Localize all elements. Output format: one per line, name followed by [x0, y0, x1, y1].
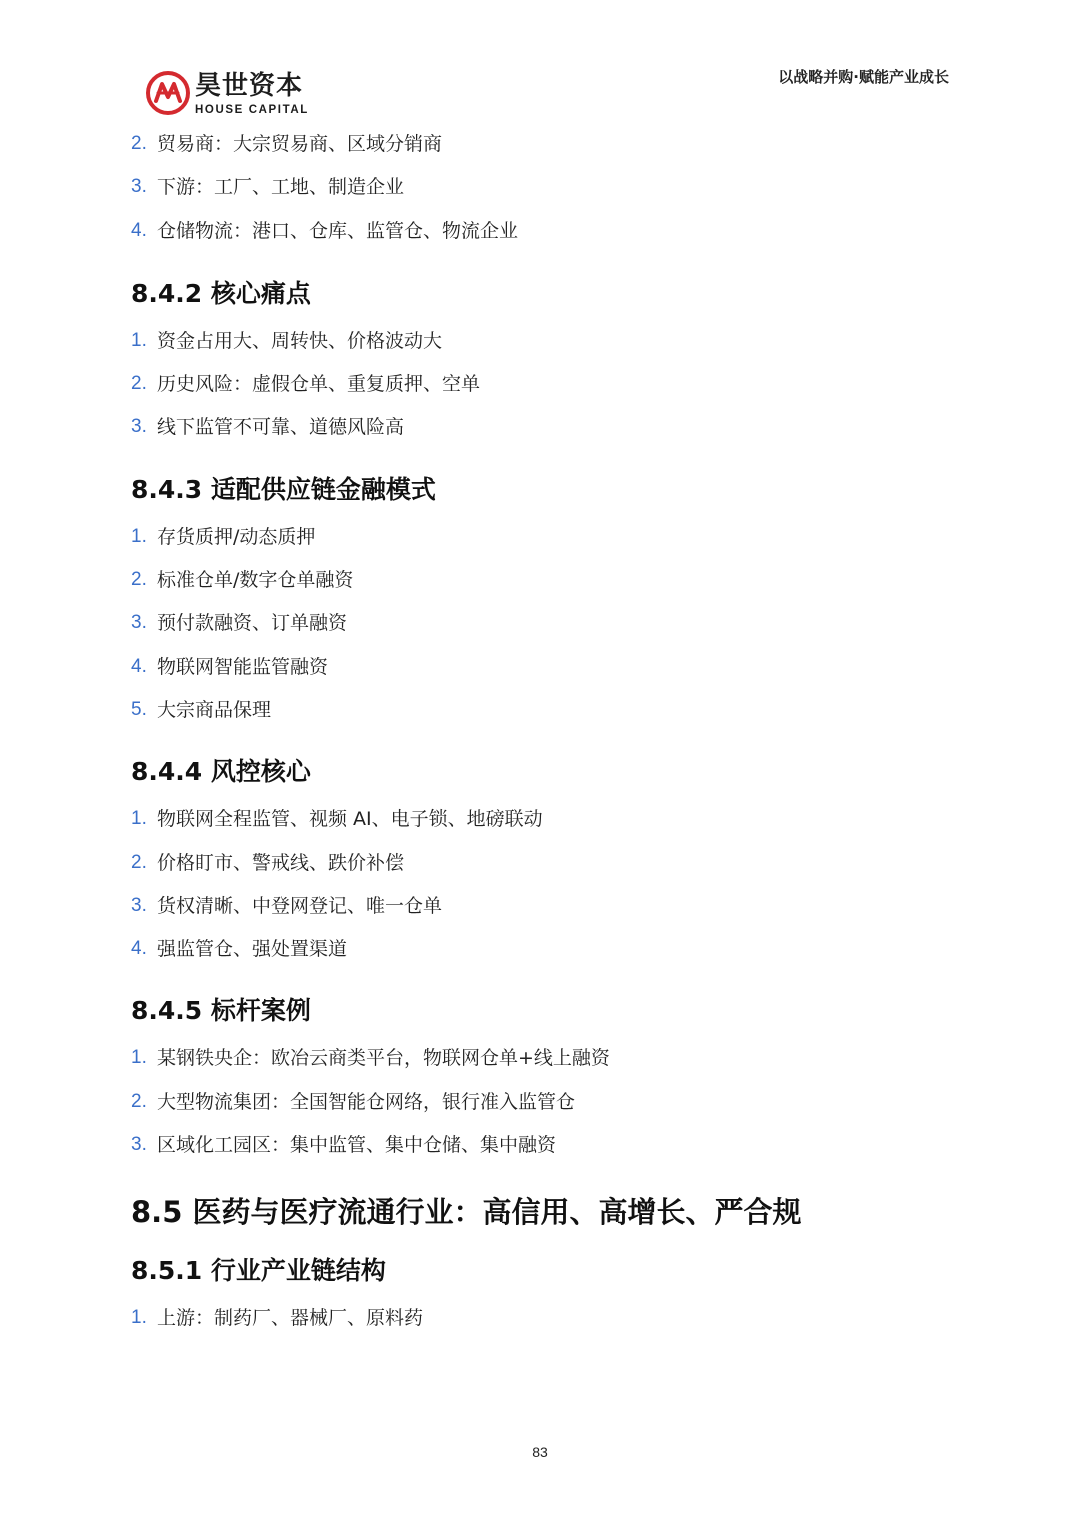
list-text: 资金占用大、周转快、价格波动大	[157, 329, 443, 352]
list-text: 大宗商品保理	[157, 698, 272, 721]
house-capital-logo-icon	[145, 70, 191, 116]
list-text: 线下监管不可靠、道德风险高	[157, 416, 405, 439]
list-text: 贸易商：大宗贸易商、区域分销商	[157, 133, 443, 155]
logo-chinese-name: 昊世资本	[195, 71, 304, 101]
list-text: 历史风险：虚假仓单、重复质押、空单	[157, 373, 481, 396]
list-item	[131, 1129, 951, 1172]
list-s0	[131, 128, 951, 258]
list-number: 4.	[131, 655, 147, 677]
list-text: 某钢铁央企：欧冶云商类平台，物联网仓单+线上融资	[157, 1047, 610, 1070]
header-tagline: 以战略并购·赋能产业成长	[778, 68, 949, 86]
list-number: 1.	[131, 1307, 147, 1329]
list-text: 区域化工园区：集中监管、集中仓储、集中融资	[157, 1134, 557, 1157]
section-heading-8-4-3: 8.4.3 适配供应链金融模式	[131, 474, 436, 504]
list-text: 大型物流集团：全国智能仓网络，银行准入监管仓	[157, 1090, 576, 1113]
list-8-4-2	[131, 325, 951, 455]
list-item	[131, 694, 951, 737]
list-8-5-1	[131, 1302, 951, 1345]
section-heading-8-4-5: 8.4.5 标杆案例	[131, 996, 311, 1026]
list-text: 下游：工厂、工地、制造企业	[157, 176, 405, 199]
list-number: 3.	[131, 894, 147, 916]
list-item	[131, 1302, 951, 1345]
list-number: 3.	[131, 176, 147, 198]
list-item	[131, 933, 951, 976]
list-text: 物联网全程监管、视频 AI、电子锁、地磅联动	[157, 808, 543, 831]
list-item	[131, 411, 951, 454]
section-heading-8-4-4: 8.4.4 风控核心	[131, 757, 311, 787]
section-heading-8-4-2: 8.4.2 核心痛点	[131, 278, 311, 308]
list-text: 仓储物流：港口、仓库、监管仓、物流企业	[157, 219, 519, 242]
list-item	[131, 325, 951, 368]
list-item	[131, 128, 951, 171]
list-text: 上游：制药厂、器械厂、原料药	[157, 1307, 424, 1330]
company-logo	[145, 70, 320, 120]
list-text: 物联网智能监管融资	[157, 655, 329, 678]
list-text: 预付款融资、订单融资	[157, 612, 348, 635]
list-number: 4.	[131, 219, 147, 241]
list-number: 3.	[131, 612, 147, 634]
list-8-4-5	[131, 1042, 951, 1172]
page-header	[0, 0, 1080, 125]
document-body	[131, 128, 951, 1346]
list-item	[131, 564, 951, 607]
list-text: 标准仓单/数字仓单融资	[157, 569, 354, 592]
list-item	[131, 607, 951, 650]
list-item	[131, 1042, 951, 1085]
list-item	[131, 215, 951, 258]
list-text: 货权清晰、中登网登记、唯一仓单	[157, 894, 443, 917]
list-number: 2.	[131, 133, 147, 154]
list-number: 3.	[131, 1134, 147, 1156]
list-number: 1.	[131, 525, 147, 547]
list-text: 强监管仓、强处置渠道	[157, 938, 348, 961]
list-number: 2.	[131, 569, 147, 591]
list-item	[131, 368, 951, 411]
section-heading-8-5-1: 8.5.1 行业产业链结构	[131, 1256, 386, 1286]
section-heading-8-5: 8.5 医药与医疗流通行业：高信用、高增长、严合规	[131, 1195, 802, 1230]
list-number: 4.	[131, 938, 147, 960]
list-item	[131, 521, 951, 564]
list-8-4-4	[131, 803, 951, 976]
list-number: 3.	[131, 416, 147, 438]
list-number: 1.	[131, 1047, 147, 1069]
logo-english-name: HOUSE CAPITAL	[195, 104, 309, 116]
list-item	[131, 171, 951, 214]
list-item	[131, 890, 951, 933]
list-number: 1.	[131, 329, 147, 351]
list-text: 存货质押/动态质押	[157, 525, 316, 548]
list-item	[131, 1086, 951, 1129]
list-number: 2.	[131, 1090, 147, 1112]
list-item	[131, 803, 951, 846]
list-number: 1.	[131, 808, 147, 830]
list-number: 2.	[131, 373, 147, 395]
list-number: 5.	[131, 698, 147, 720]
list-number: 2.	[131, 851, 147, 873]
list-item	[131, 651, 951, 694]
list-item	[131, 847, 951, 890]
list-8-4-3	[131, 521, 951, 737]
page-number: 83	[532, 1444, 548, 1460]
list-text: 价格盯市、警戒线、跌价补偿	[157, 851, 405, 874]
